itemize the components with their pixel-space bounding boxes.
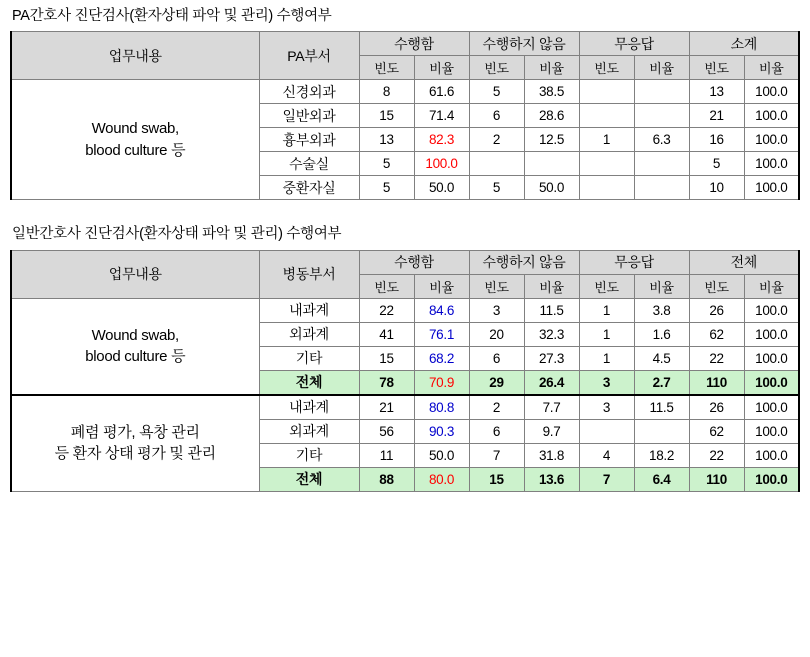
t1-perf-pct-0: 61.6: [414, 80, 469, 104]
table1-header-row-1: [11, 32, 799, 56]
t1-total-freq-1: 21: [689, 104, 744, 128]
table-general-nurse: [10, 250, 800, 492]
t1-perf-freq-2: 13: [359, 128, 414, 152]
t2-g1-total-freq-1: 62: [689, 322, 744, 346]
t2-g1-perf-pct-0: 84.6: [414, 298, 469, 322]
t2-header-task: 업무내용: [11, 250, 259, 298]
t2-g1-noans-freq-3: 3: [579, 370, 634, 395]
t2-g2-perf-freq-2: 11: [359, 443, 414, 467]
t1-noans-pct-1: [634, 104, 689, 128]
t2-g1-noans-pct-0: 3.8: [634, 298, 689, 322]
t1-noans-pct-0: [634, 80, 689, 104]
t2-g2-perf-freq-0: 21: [359, 395, 414, 420]
t2-g2-noans-pct-0: 11.5: [634, 395, 689, 420]
t1-perf-pct-4: 50.0: [414, 176, 469, 200]
t2-group2-label-line2: 등 환자 상태 평가 및 관리: [54, 445, 216, 463]
t2-g2-noans-pct-2: 18.2: [634, 443, 689, 467]
t1-notperf-freq-3: [469, 152, 524, 176]
table-row: [11, 298, 799, 322]
t2-g2-total-freq-2: 22: [689, 443, 744, 467]
t2-g1-total-freq-3: 110: [689, 370, 744, 395]
t2-g2-total-pct-3: 100.0: [744, 467, 799, 491]
table-pa-nurse: [10, 31, 800, 200]
t1-perf-freq-0: 8: [359, 80, 414, 104]
t1-perf-freq-1: 15: [359, 104, 414, 128]
t1-noans-freq-0: [579, 80, 634, 104]
t2-g2-notperf-pct-2: 31.8: [524, 443, 579, 467]
t1-total-freq-3: 5: [689, 152, 744, 176]
t2-g2-total-pct-0: 100.0: [744, 395, 799, 420]
t2-g2-dept-1: 외과계: [259, 419, 359, 443]
t2-g2-total-pct-1: 100.0: [744, 419, 799, 443]
t2-header-dept: 병동부서: [259, 250, 359, 298]
t1-total-freq-0: 13: [689, 80, 744, 104]
table1-caption: PA간호사 진단검사(환자상태 파악 및 관리) 수행여부: [12, 8, 332, 24]
t1-subheader-total-freq: 빈도: [689, 56, 744, 80]
t1-notperf-pct-2: 12.5: [524, 128, 579, 152]
t1-notperf-pct-0: 38.5: [524, 80, 579, 104]
t2-g2-perf-freq-1: 56: [359, 419, 414, 443]
t2-g2-perf-pct-1: 90.3: [414, 419, 469, 443]
t2-g2-notperf-freq-0: 2: [469, 395, 524, 420]
t2-group1-label: [11, 298, 259, 395]
t1-notperf-freq-2: 2: [469, 128, 524, 152]
t2-subheader-notperf-pct: 비율: [524, 274, 579, 298]
t1-header-dept: PA부서: [259, 32, 359, 80]
t2-g2-dept-0: 내과계: [259, 395, 359, 420]
t2-g2-dept-3: 전체: [259, 467, 359, 491]
t1-noans-pct-3: [634, 152, 689, 176]
t2-g1-perf-freq-1: 41: [359, 322, 414, 346]
t2-g1-notperf-pct-1: 32.3: [524, 322, 579, 346]
t1-noans-freq-4: [579, 176, 634, 200]
t2-g1-noans-freq-2: 1: [579, 346, 634, 370]
t2-g1-dept-0: 내과계: [259, 298, 359, 322]
t2-g2-total-freq-1: 62: [689, 419, 744, 443]
t2-subheader-perf-pct: 비율: [414, 274, 469, 298]
t1-subheader-perf-pct: 비율: [414, 56, 469, 80]
t1-dept-4: 중환자실: [259, 176, 359, 200]
t1-perf-freq-3: 5: [359, 152, 414, 176]
t2-g2-noans-freq-2: 4: [579, 443, 634, 467]
t2-group1-label-line2: blood culture 등: [85, 348, 186, 366]
t2-group2-label: [11, 395, 259, 492]
t2-group2-label-line1: 폐렴 평가, 욕창 관리: [70, 423, 200, 441]
t2-g2-notperf-freq-3: 15: [469, 467, 524, 491]
t2-g2-noans-freq-1: [579, 419, 634, 443]
t1-notperf-pct-1: 28.6: [524, 104, 579, 128]
t2-g1-dept-1: 외과계: [259, 322, 359, 346]
t1-total-freq-2: 16: [689, 128, 744, 152]
t2-g2-perf-pct-0: 80.8: [414, 395, 469, 420]
t1-perf-pct-3: 100.0: [414, 152, 469, 176]
t2-header-performed: 수행함: [359, 250, 469, 274]
t2-g1-total-pct-3: 100.0: [744, 370, 799, 395]
t2-header-not-performed: 수행하지 않음: [469, 250, 579, 274]
t2-g2-notperf-pct-1: 9.7: [524, 419, 579, 443]
t1-header-no-answer: 무응답: [579, 32, 689, 56]
t2-g1-notperf-pct-0: 11.5: [524, 298, 579, 322]
t1-noans-freq-3: [579, 152, 634, 176]
t2-g2-perf-pct-3: 80.0: [414, 467, 469, 491]
t1-subheader-total-pct: 비율: [744, 56, 799, 80]
t2-g2-notperf-freq-1: 6: [469, 419, 524, 443]
t2-g1-perf-pct-2: 68.2: [414, 346, 469, 370]
t2-g1-perf-freq-0: 22: [359, 298, 414, 322]
t2-g2-total-freq-0: 26: [689, 395, 744, 420]
t1-noans-freq-2: 1: [579, 128, 634, 152]
t2-g2-noans-freq-0: 3: [579, 395, 634, 420]
t2-g1-total-freq-2: 22: [689, 346, 744, 370]
t2-g1-noans-freq-0: 1: [579, 298, 634, 322]
t1-header-performed: 수행함: [359, 32, 469, 56]
t1-total-pct-4: 100.0: [744, 176, 799, 200]
t1-subheader-noans-freq: 빈도: [579, 56, 634, 80]
t2-g1-dept-3: 전체: [259, 370, 359, 395]
t1-perf-pct-2: 82.3: [414, 128, 469, 152]
t2-group1-label-line1: Wound swab,: [91, 326, 179, 344]
section-spacer: [10, 200, 800, 226]
t1-notperf-freq-0: 5: [469, 80, 524, 104]
t1-header-task: 업무내용: [11, 32, 259, 80]
t2-g2-perf-freq-3: 88: [359, 467, 414, 491]
t2-g1-notperf-freq-3: 29: [469, 370, 524, 395]
t1-notperf-freq-4: 5: [469, 176, 524, 200]
t2-g2-notperf-freq-2: 7: [469, 443, 524, 467]
t2-g1-noans-pct-2: 4.5: [634, 346, 689, 370]
t1-subheader-notperf-pct: 비율: [524, 56, 579, 80]
t2-g2-notperf-pct-3: 13.6: [524, 467, 579, 491]
t2-subheader-perf-freq: 빈도: [359, 274, 414, 298]
t1-noans-pct-4: [634, 176, 689, 200]
t1-dept-2: 흉부외과: [259, 128, 359, 152]
t1-header-not-performed: 수행하지 않음: [469, 32, 579, 56]
t2-g1-dept-2: 기타: [259, 346, 359, 370]
table2-caption: 일반간호사 진단검사(환자상태 파악 및 관리) 수행여부: [12, 226, 342, 243]
t2-subheader-total-pct: 비율: [744, 274, 799, 298]
t2-g1-perf-pct-1: 76.1: [414, 322, 469, 346]
t1-total-pct-0: 100.0: [744, 80, 799, 104]
t2-g1-perf-freq-2: 15: [359, 346, 414, 370]
table2-header-row-1: [11, 250, 799, 274]
t2-g1-noans-pct-1: 1.6: [634, 322, 689, 346]
t2-g1-notperf-pct-3: 26.4: [524, 370, 579, 395]
t2-g1-notperf-freq-0: 3: [469, 298, 524, 322]
t1-notperf-pct-3: [524, 152, 579, 176]
t1-notperf-pct-4: 50.0: [524, 176, 579, 200]
t1-dept-3: 수술실: [259, 152, 359, 176]
t1-subheader-notperf-freq: 빈도: [469, 56, 524, 80]
t2-subheader-noans-freq: 빈도: [579, 274, 634, 298]
t2-g1-noans-freq-1: 1: [579, 322, 634, 346]
t2-g1-perf-pct-3: 70.9: [414, 370, 469, 395]
t1-total-freq-4: 10: [689, 176, 744, 200]
t1-header-total: 소계: [689, 32, 799, 56]
t1-total-pct-1: 100.0: [744, 104, 799, 128]
t2-header-no-answer: 무응답: [579, 250, 689, 274]
t2-g2-total-pct-2: 100.0: [744, 443, 799, 467]
t2-g1-total-pct-0: 100.0: [744, 298, 799, 322]
t1-perf-pct-1: 71.4: [414, 104, 469, 128]
t2-g1-notperf-freq-2: 6: [469, 346, 524, 370]
t2-g2-noans-pct-3: 6.4: [634, 467, 689, 491]
t2-g2-dept-2: 기타: [259, 443, 359, 467]
t2-g1-total-freq-0: 26: [689, 298, 744, 322]
t2-g2-notperf-pct-0: 7.7: [524, 395, 579, 420]
t2-g2-perf-pct-2: 50.0: [414, 443, 469, 467]
t1-dept-0: 신경외과: [259, 80, 359, 104]
t1-subheader-perf-freq: 빈도: [359, 56, 414, 80]
t2-subheader-notperf-freq: 빈도: [469, 274, 524, 298]
t2-g1-notperf-freq-1: 20: [469, 322, 524, 346]
t1-row-label-line1: Wound swab,: [91, 120, 179, 138]
t2-g1-noans-pct-3: 2.7: [634, 370, 689, 395]
t1-subheader-noans-pct: 비율: [634, 56, 689, 80]
t2-g1-notperf-pct-2: 27.3: [524, 346, 579, 370]
t2-g2-total-freq-3: 110: [689, 467, 744, 491]
t2-g2-noans-freq-3: 7: [579, 467, 634, 491]
t1-noans-pct-2: 6.3: [634, 128, 689, 152]
t2-subheader-noans-pct: 비율: [634, 274, 689, 298]
table-row: [11, 80, 799, 104]
t1-noans-freq-1: [579, 104, 634, 128]
t1-perf-freq-4: 5: [359, 176, 414, 200]
t2-g1-total-pct-1: 100.0: [744, 322, 799, 346]
t1-total-pct-2: 100.0: [744, 128, 799, 152]
t1-row-label: [11, 80, 259, 200]
t2-g1-perf-freq-3: 78: [359, 370, 414, 395]
t1-row-label-line2: blood culture 등: [85, 141, 186, 159]
t2-g1-total-pct-2: 100.0: [744, 346, 799, 370]
t2-g2-noans-pct-1: [634, 419, 689, 443]
t1-dept-1: 일반외과: [259, 104, 359, 128]
t2-header-total: 전체: [689, 250, 799, 274]
table-row: [11, 395, 799, 420]
t1-notperf-freq-1: 6: [469, 104, 524, 128]
t2-subheader-total-freq: 빈도: [689, 274, 744, 298]
t1-total-pct-3: 100.0: [744, 152, 799, 176]
